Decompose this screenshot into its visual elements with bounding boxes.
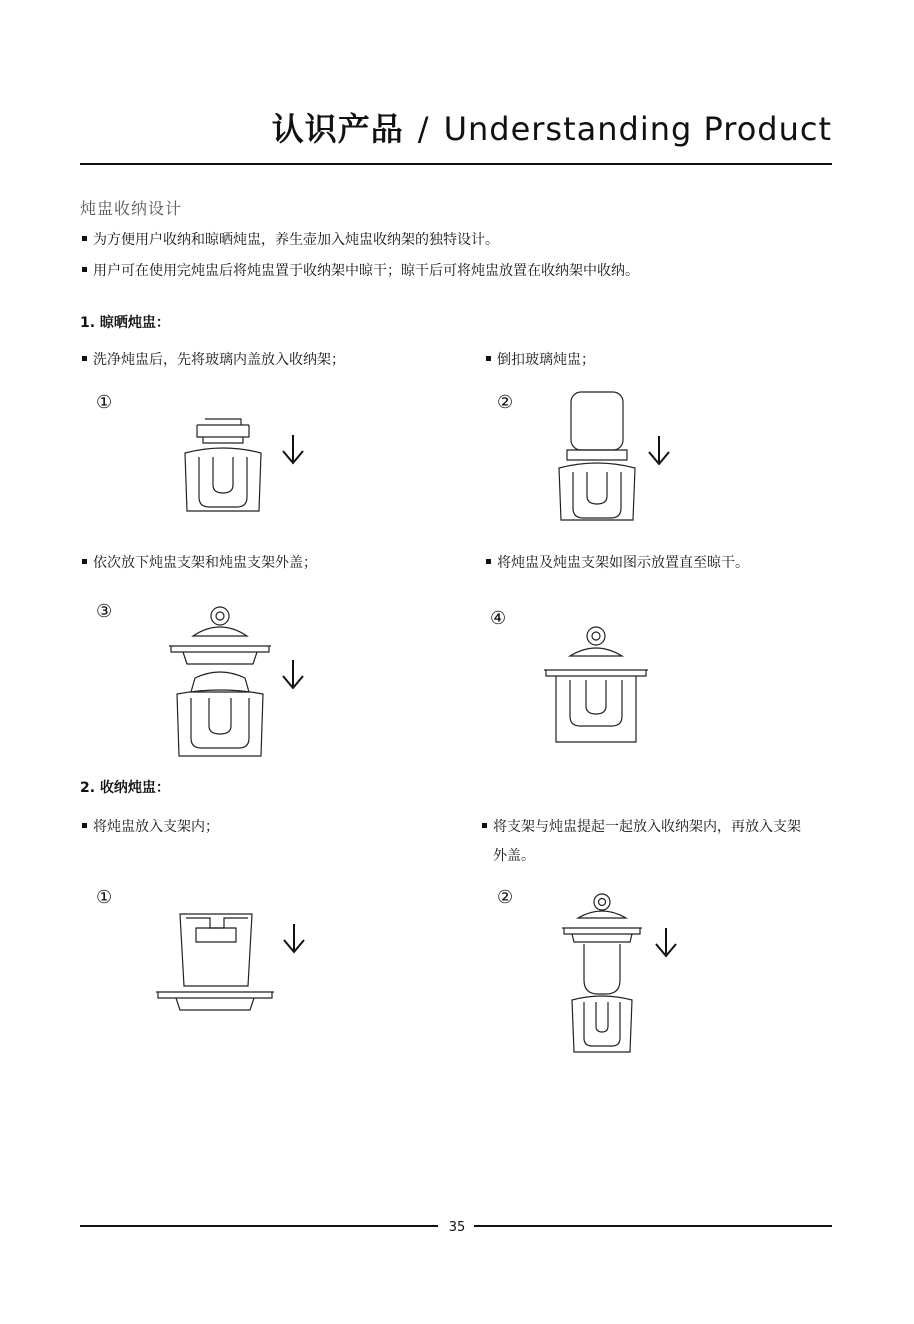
section-title: 炖盅收纳设计 [80, 199, 183, 218]
header-rule [80, 163, 832, 165]
title-english: Understanding Product [443, 110, 832, 148]
part1-step3-number: ③ [96, 601, 113, 622]
intro-bullet-2 [82, 260, 639, 280]
page-number: 35 [448, 1220, 466, 1235]
part1-step4-text: 将炖盅及炖盅支架如图示放置直至晾干。 [486, 552, 749, 572]
page-title [272, 104, 832, 150]
part1-step1-text: 洗净炖盅后，先将玻璃内盖放入收纳架； [82, 349, 345, 369]
intro-bullet-1-text: 为方便用户收纳和晾晒炖盅，养生壶加入炖盅收纳架的独特设计。 [93, 232, 499, 248]
part1-step3-text: 依次放下炖盅支架和炖盅支架外盖； [82, 552, 317, 572]
lid-into-rack-illustration [175, 415, 315, 525]
part1-step4-number: ④ [490, 608, 507, 629]
title-separator: / [417, 110, 430, 148]
stack-into-rack-illustration [558, 888, 698, 1058]
pot-into-holder-illustration [152, 908, 312, 1018]
holder-and-cover-illustration [165, 600, 315, 760]
part2-heading: 2. 收纳炖盅： [80, 780, 170, 796]
intro-bullet-1 [82, 229, 499, 249]
part1-step2-number: ② [497, 392, 514, 413]
part1-heading: 1. 晾晒炖盅： [80, 315, 170, 331]
footer-rule-right [474, 1225, 832, 1227]
part1-step1-number: ① [96, 392, 113, 413]
part2-step1-text: 将炖盅放入支架内； [82, 816, 219, 836]
intro-bullet-2-text: 用户可在使用完炖盅后将炖盅置于收纳架中晾干；晾干后可将炖盅放置在收纳架中收纳。 [93, 263, 639, 279]
drying-assembly-illustration [540, 622, 680, 752]
part2-step2-number: ② [497, 887, 514, 908]
part2-step2-text-line1: 将支架与炖盅提起一起放入收纳架内，再放入支架 [482, 816, 801, 836]
part2-step2-text-line2: 外盖。 [493, 848, 535, 864]
inverted-pot-illustration [555, 388, 695, 528]
title-chinese: 认识产品 [271, 110, 404, 148]
part1-step2-text: 倒扣玻璃炖盅； [486, 349, 595, 369]
part2-step1-number: ① [96, 887, 113, 908]
